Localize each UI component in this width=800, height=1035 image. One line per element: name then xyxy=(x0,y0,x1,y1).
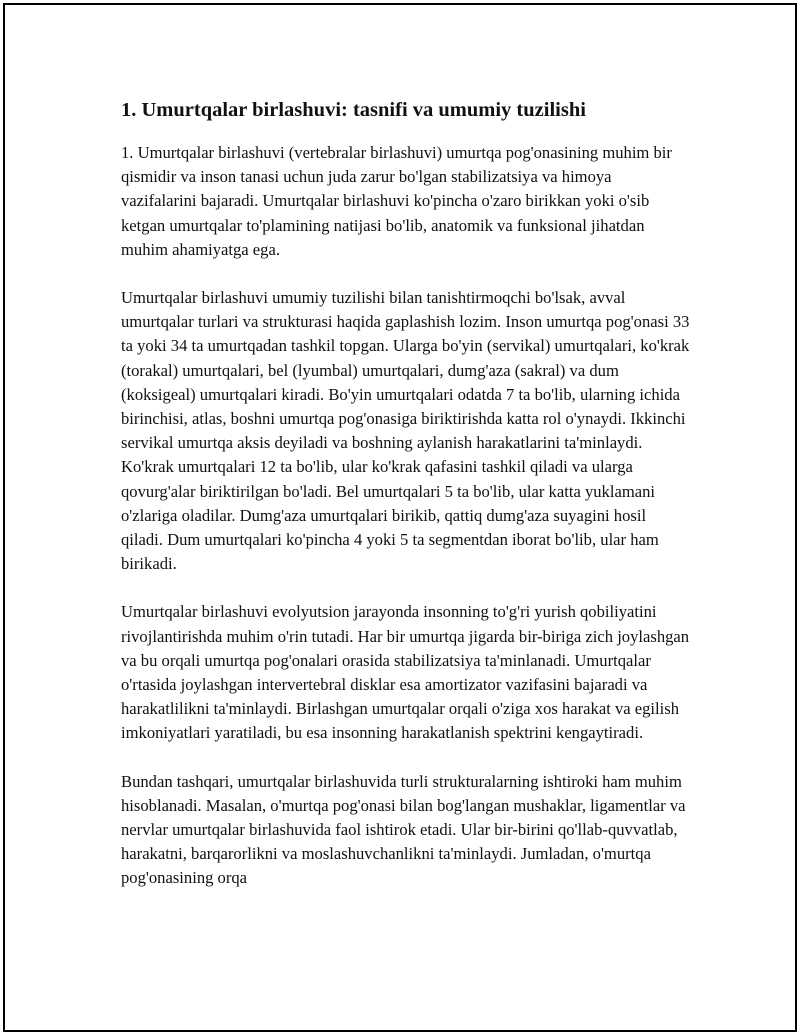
section-heading: 1. Umurtqalar birlashuvi: tasnifi va umumiy tuzilishi xyxy=(121,99,586,121)
paragraph-2: Umurtqalar birlashuvi umumiy tuzilishi bilan tanishtirmoqchi bo'lsak, avval umurtqalar turlari va strukturasi haqida gaplashish lozim. Inson umurtqa pog'onasi 33 ta yoki 34 ta umurtqadan tashkil topgan. Ularga bo'yin (servikal) umurtqalari, ko'krak (torakal) umurtqalari, bel (lyumbal) umurtqalari, dumg'aza (sakral) va dum (koksigeal) umurtqalari kiradi. Bo'yin umurtqalari odatda 7 ta bo'lib, ularning ichida birinchisi, atlas, boshni umurtqa pog'onasiga biriktirishda katta rol o'ynaydi. Ikkinchi servikal umurtqa aksis deyiladi va boshning aylanish harakatlarini ta'minlaydi. Ko'krak umurtqalari 12 ta bo'lib, ular ko'krak qafasini tashkil qiladi va ularga qovurg'alar biriktirilgan bo'ladi. Bel umurtqalari 5 ta bo'lib, ular katta yuklamani o'zlariga oladilar. Dumg'aza umurtqalari birikib, qattiq dumg'aza suyagini hosil qiladi. Dum umurtqalari ko'pincha 4 yoki 5 ta segmentdan iborat bo'lib, ular ham birikadi. xyxy=(121,288,690,574)
paragraph-1: 1. Umurtqalar birlashuvi (vertebralar birlashuvi) umurtqa pog'onasining muhim bir qismidir va inson tanasi uchun juda zarur bo'lgan stabilizatsiya va himoya vazifalarini bajaradi. Umurtqalar birlashuvi ko'pincha o'zaro birikkan yoki o'sib ketgan umurtqalar to'plamining natijasi bo'lib, anatomik va funksional jihatdan muhim ahamiyatga ega. xyxy=(121,143,672,259)
document-body xyxy=(121,89,691,915)
paragraph-4: Bundan tashqari, umurtqalar birlashuvida turli strukturalarning ishtiroki ham muhim hisoblanadi. Masalan, o'murtqa pog'onasi bilan bog'langan mushaklar, ligamentlar va nervlar umurtqalar birlashuvida faol ishtirok etadi. Ular bir-birini qo'llab-quvvatlab, harakatni, barqarorlikni va moslashuvchanlikni ta'minlaydi. Jumladan, o'murtqa pog'onasining orqa xyxy=(121,771,686,888)
document-page xyxy=(3,3,797,1032)
paragraph-3: Umurtqalar birlashuvi evolyutsion jarayonda insonning to'g'ri yurish qobiliyatini rivojlantirishda muhim o'rin tutadi. Har bir umurtqa jigarda bir-biriga zich joylashgan va bu orqali umurtqa pog'onalari orasida stabilizatsiya ta'minlanadi. Umurtqalar o'rtasida joylashgan intervertebral disklar esa amortizator vazifasini bajaradi va harakatlilikni ta'minlaydi. Birlashgan umurtqalar orqali o'ziga xos harakat va egilish imkoniyatlari yaratiladi, bu esa insonning harakatlanish spektrini kengaytiradi. xyxy=(121,602,690,743)
